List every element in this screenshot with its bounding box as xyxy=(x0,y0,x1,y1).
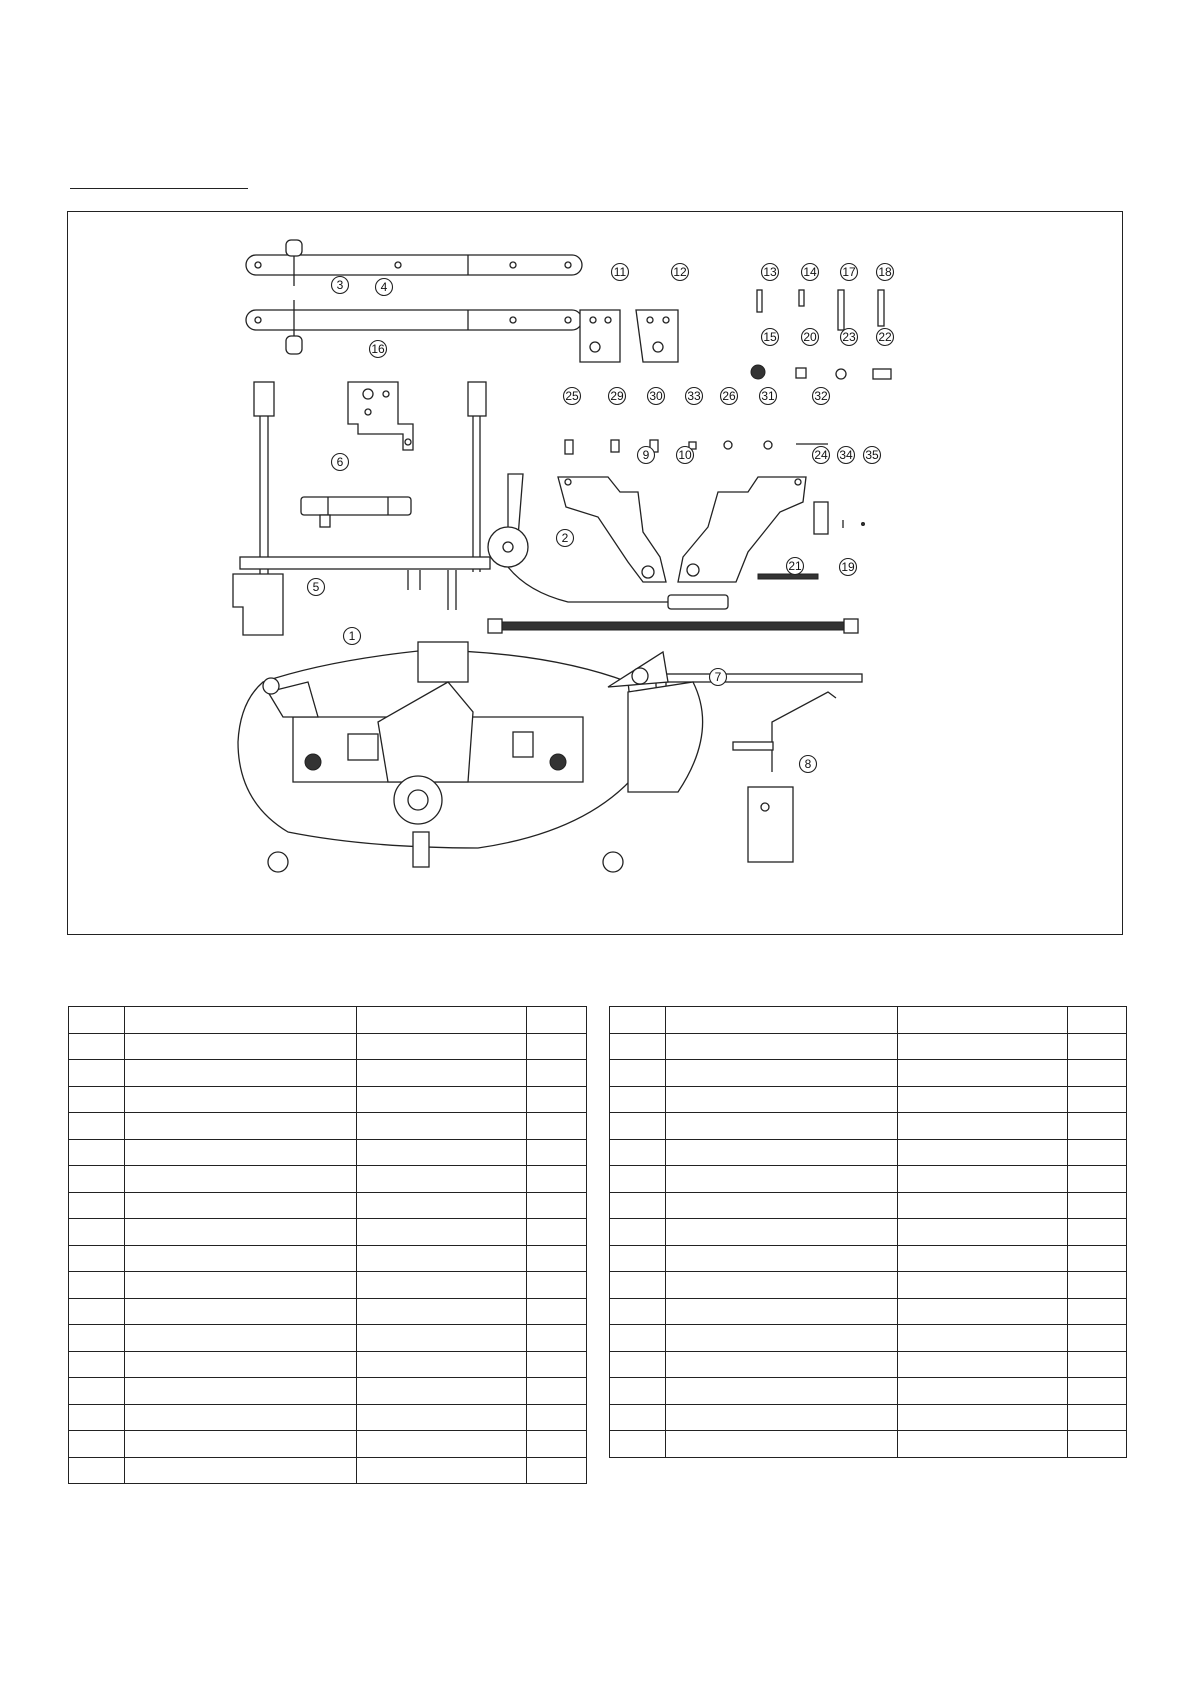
table-cell xyxy=(527,1272,587,1299)
callout-label: 16 xyxy=(371,342,385,356)
table-cell xyxy=(69,1192,125,1219)
parts-table-right xyxy=(609,1006,1127,1458)
table-cell xyxy=(357,1086,527,1113)
table-cell xyxy=(357,1060,527,1087)
table-row xyxy=(610,1219,1127,1246)
table-cell xyxy=(69,1378,125,1405)
table-cell xyxy=(610,1192,666,1219)
callout-11 xyxy=(612,264,629,281)
table-row xyxy=(610,1113,1127,1140)
table-cell xyxy=(125,1060,357,1087)
table-cell xyxy=(69,1086,125,1113)
callout-label: 21 xyxy=(788,559,802,573)
table-cell xyxy=(610,1431,666,1458)
heading-underline xyxy=(70,188,248,189)
callout-8 xyxy=(800,756,817,773)
table-cell xyxy=(898,1272,1068,1299)
callout-label: 19 xyxy=(841,560,855,574)
table-row xyxy=(610,1298,1127,1325)
table-cell xyxy=(69,1007,125,1034)
table-row xyxy=(69,1457,587,1484)
table-cell xyxy=(666,1325,898,1352)
table-row xyxy=(69,1351,587,1378)
table-cell xyxy=(610,1245,666,1272)
table-row xyxy=(610,1272,1127,1299)
callout-label: 5 xyxy=(312,580,320,594)
table-cell xyxy=(610,1272,666,1299)
table-cell xyxy=(898,1298,1068,1325)
table-cell xyxy=(1068,1192,1127,1219)
table-cell xyxy=(666,1351,898,1378)
part-12-plate xyxy=(636,310,678,362)
callout-26 xyxy=(721,388,738,405)
table-cell xyxy=(69,1219,125,1246)
table-cell xyxy=(527,1457,587,1484)
table-cell xyxy=(527,1378,587,1405)
table-cell xyxy=(1068,1086,1127,1113)
table-cell xyxy=(527,1113,587,1140)
callout-12 xyxy=(672,264,689,281)
callout-label: 23 xyxy=(842,330,856,344)
callout-label: 31 xyxy=(761,389,775,403)
table-cell xyxy=(125,1378,357,1405)
callout-15 xyxy=(762,329,779,346)
exploded-view-illustration xyxy=(68,212,1123,935)
callout-7 xyxy=(710,669,727,686)
table-cell xyxy=(69,1033,125,1060)
table-row xyxy=(69,1060,587,1087)
table-cell xyxy=(1068,1060,1127,1087)
table-cell xyxy=(610,1060,666,1087)
table-cell xyxy=(666,1378,898,1405)
callout-10 xyxy=(677,447,694,464)
table-cell xyxy=(357,1351,527,1378)
table-row xyxy=(69,1325,587,1352)
table-cell xyxy=(666,1139,898,1166)
table-cell xyxy=(1068,1139,1127,1166)
part-4-upper-link xyxy=(246,240,582,286)
table-cell xyxy=(125,1351,357,1378)
table-cell xyxy=(69,1351,125,1378)
callout-21 xyxy=(787,558,804,575)
table-cell xyxy=(610,1007,666,1034)
table-row xyxy=(69,1192,587,1219)
table-cell xyxy=(610,1378,666,1405)
table-cell xyxy=(1068,1033,1127,1060)
table-cell xyxy=(610,1404,666,1431)
table-cell xyxy=(666,1113,898,1140)
table-cell xyxy=(125,1113,357,1140)
table-cell xyxy=(666,1166,898,1193)
table-row xyxy=(610,1325,1127,1352)
callout-label: 4 xyxy=(380,280,388,294)
callout-label: 13 xyxy=(763,265,777,279)
callout-19 xyxy=(840,559,857,576)
callout-label: 29 xyxy=(610,389,624,403)
callout-13 xyxy=(762,264,779,281)
table-cell xyxy=(125,1325,357,1352)
callout-3 xyxy=(332,277,349,294)
table-cell xyxy=(610,1351,666,1378)
callout-label: 20 xyxy=(803,330,817,344)
callout-25 xyxy=(564,388,581,405)
table-cell xyxy=(898,1007,1068,1034)
table-cell xyxy=(357,1113,527,1140)
table-cell xyxy=(125,1139,357,1166)
table-cell xyxy=(125,1192,357,1219)
table-cell xyxy=(898,1325,1068,1352)
table-cell xyxy=(666,1192,898,1219)
table-cell xyxy=(898,1351,1068,1378)
callout-4 xyxy=(376,279,393,296)
table-cell xyxy=(69,1457,125,1484)
table-cell xyxy=(898,1139,1068,1166)
callout-label: 9 xyxy=(642,448,650,462)
callout-label: 10 xyxy=(678,448,692,462)
table-cell xyxy=(125,1245,357,1272)
callout-label: 30 xyxy=(649,389,663,403)
table-cell xyxy=(1068,1404,1127,1431)
table-cell xyxy=(898,1219,1068,1246)
table-cell xyxy=(666,1431,898,1458)
callout-label: 14 xyxy=(803,265,817,279)
table-cell xyxy=(69,1060,125,1087)
callout-16 xyxy=(370,341,387,358)
callout-18 xyxy=(877,264,894,281)
table-cell xyxy=(1068,1113,1127,1140)
table-cell xyxy=(69,1166,125,1193)
callout-6 xyxy=(332,454,349,471)
table-row xyxy=(69,1086,587,1113)
table-cell xyxy=(666,1060,898,1087)
table-cell xyxy=(357,1007,527,1034)
table-cell xyxy=(125,1033,357,1060)
table-cell xyxy=(69,1298,125,1325)
callout-label: 25 xyxy=(565,389,579,403)
table-cell xyxy=(666,1298,898,1325)
callout-label: 17 xyxy=(842,265,856,279)
table-cell xyxy=(527,1192,587,1219)
callout-label: 34 xyxy=(839,448,853,462)
table-cell xyxy=(357,1404,527,1431)
table-row xyxy=(610,1139,1127,1166)
table-row xyxy=(69,1166,587,1193)
table-cell xyxy=(610,1298,666,1325)
callout-label: 8 xyxy=(804,757,812,771)
table-cell xyxy=(125,1457,357,1484)
table-cell xyxy=(527,1007,587,1034)
part-16-bracket xyxy=(348,382,413,450)
table-cell xyxy=(357,1192,527,1219)
part-8-bracket xyxy=(733,692,836,862)
table-row xyxy=(610,1033,1127,1060)
table-row xyxy=(69,1298,587,1325)
table-cell xyxy=(1068,1166,1127,1193)
table-cell xyxy=(527,1060,587,1087)
table-cell xyxy=(1068,1351,1127,1378)
table-cell xyxy=(125,1086,357,1113)
table-cell xyxy=(357,1431,527,1458)
table-cell xyxy=(666,1033,898,1060)
table-row xyxy=(69,1378,587,1405)
table-row xyxy=(610,1086,1127,1113)
table-cell xyxy=(69,1245,125,1272)
table-cell xyxy=(357,1378,527,1405)
table-cell xyxy=(666,1007,898,1034)
callout-31 xyxy=(760,388,777,405)
table-row xyxy=(69,1113,587,1140)
table-cell xyxy=(898,1086,1068,1113)
callout-label: 1 xyxy=(348,629,356,643)
table-cell xyxy=(527,1298,587,1325)
callout-label: 24 xyxy=(814,448,828,462)
table-cell xyxy=(666,1245,898,1272)
table-cell xyxy=(527,1404,587,1431)
table-cell xyxy=(898,1033,1068,1060)
table-cell xyxy=(527,1431,587,1458)
table-row xyxy=(610,1166,1127,1193)
table-row xyxy=(610,1192,1127,1219)
callout-2 xyxy=(557,530,574,547)
table-cell xyxy=(69,1272,125,1299)
table-cell xyxy=(357,1325,527,1352)
table-row xyxy=(610,1431,1127,1458)
table-cell xyxy=(357,1457,527,1484)
callout-9 xyxy=(638,447,655,464)
table-cell xyxy=(125,1404,357,1431)
table-cell xyxy=(898,1166,1068,1193)
table-cell xyxy=(1068,1219,1127,1246)
table-row xyxy=(69,1272,587,1299)
table-cell xyxy=(527,1245,587,1272)
table-cell xyxy=(125,1272,357,1299)
callout-label: 6 xyxy=(336,455,344,469)
table-cell xyxy=(666,1219,898,1246)
table-cell xyxy=(125,1007,357,1034)
callout-20 xyxy=(802,329,819,346)
callout-label: 26 xyxy=(722,389,736,403)
table-row xyxy=(610,1007,1127,1034)
table-cell xyxy=(666,1272,898,1299)
table-cell xyxy=(357,1033,527,1060)
callout-5 xyxy=(308,579,325,596)
table-cell xyxy=(610,1219,666,1246)
table-row xyxy=(610,1245,1127,1272)
callout-29 xyxy=(609,388,626,405)
table-row xyxy=(69,1431,587,1458)
table-cell xyxy=(610,1325,666,1352)
table-cell xyxy=(610,1033,666,1060)
table-cell xyxy=(357,1298,527,1325)
callout-label: 12 xyxy=(673,265,687,279)
table-cell xyxy=(527,1325,587,1352)
table-cell xyxy=(898,1192,1068,1219)
table-cell xyxy=(527,1139,587,1166)
table-cell xyxy=(357,1139,527,1166)
table-cell xyxy=(610,1086,666,1113)
table-cell xyxy=(898,1060,1068,1087)
callout-14 xyxy=(802,264,819,281)
table-cell xyxy=(125,1166,357,1193)
bolts-row xyxy=(565,440,828,454)
callout-24 xyxy=(813,447,830,464)
parts-table-left xyxy=(68,1006,587,1484)
table-cell xyxy=(610,1166,666,1193)
table-row xyxy=(610,1378,1127,1405)
callout-label: 3 xyxy=(336,278,344,292)
table-row xyxy=(69,1245,587,1272)
table-cell xyxy=(69,1404,125,1431)
callout-17 xyxy=(841,264,858,281)
table-cell xyxy=(1068,1272,1127,1299)
table-cell xyxy=(666,1086,898,1113)
table-row xyxy=(69,1007,587,1034)
table-cell xyxy=(69,1325,125,1352)
table-cell xyxy=(1068,1298,1127,1325)
table-cell xyxy=(898,1404,1068,1431)
callout-23 xyxy=(841,329,858,346)
callout-label: 33 xyxy=(687,389,701,403)
callout-35 xyxy=(864,447,881,464)
table-cell xyxy=(610,1139,666,1166)
table-cell xyxy=(69,1113,125,1140)
table-cell xyxy=(357,1219,527,1246)
table-cell xyxy=(357,1245,527,1272)
table-row xyxy=(610,1060,1127,1087)
table-cell xyxy=(666,1404,898,1431)
table-cell xyxy=(1068,1007,1127,1034)
table-cell xyxy=(69,1139,125,1166)
table-cell xyxy=(1068,1378,1127,1405)
table-cell xyxy=(527,1033,587,1060)
table-row xyxy=(69,1139,587,1166)
table-cell xyxy=(527,1219,587,1246)
table-cell xyxy=(898,1378,1068,1405)
callout-30 xyxy=(648,388,665,405)
callout-1 xyxy=(344,628,361,645)
callout-33 xyxy=(686,388,703,405)
table-row xyxy=(610,1351,1127,1378)
callout-label: 2 xyxy=(561,531,569,545)
callout-32 xyxy=(813,388,830,405)
callout-label: 35 xyxy=(865,448,879,462)
part-11-plate xyxy=(580,310,620,362)
table-row xyxy=(610,1404,1127,1431)
callout-label: 32 xyxy=(814,389,828,403)
table-cell xyxy=(898,1113,1068,1140)
table-cell xyxy=(357,1166,527,1193)
table-cell xyxy=(357,1272,527,1299)
table-row xyxy=(69,1033,587,1060)
part-9-bracket xyxy=(558,477,666,582)
callout-label: 18 xyxy=(878,265,892,279)
table-cell xyxy=(125,1298,357,1325)
callout-34 xyxy=(838,447,855,464)
callout-22 xyxy=(877,329,894,346)
table-cell xyxy=(1068,1245,1127,1272)
table-cell xyxy=(125,1431,357,1458)
table-cell xyxy=(1068,1325,1127,1352)
table-row xyxy=(69,1219,587,1246)
callout-label: 11 xyxy=(613,265,627,279)
table-cell xyxy=(610,1113,666,1140)
table-cell xyxy=(527,1086,587,1113)
part-3-lower-link xyxy=(246,300,582,354)
callout-label: 22 xyxy=(878,330,892,344)
callout-label: 15 xyxy=(763,330,777,344)
table-cell xyxy=(125,1219,357,1246)
table-cell xyxy=(1068,1431,1127,1458)
part-1-mower-deck xyxy=(238,642,703,872)
parts-diagram xyxy=(67,211,1123,935)
part-6-shaft xyxy=(301,497,411,527)
table-cell xyxy=(898,1431,1068,1458)
callout-label: 7 xyxy=(714,670,722,684)
table-cell xyxy=(527,1351,587,1378)
part-19-hose xyxy=(488,619,858,633)
table-cell xyxy=(898,1245,1068,1272)
table-cell xyxy=(69,1431,125,1458)
table-cell xyxy=(527,1166,587,1193)
table-row xyxy=(69,1404,587,1431)
